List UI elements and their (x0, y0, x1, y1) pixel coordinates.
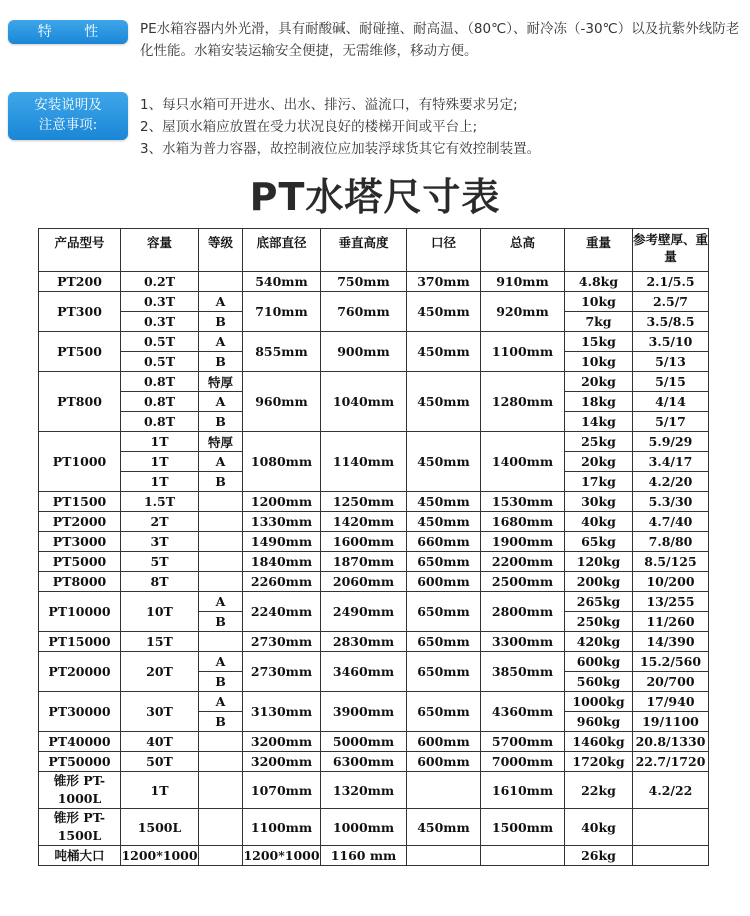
diameter-cell: 3130mm (243, 692, 321, 732)
diameter-cell: 1330mm (243, 512, 321, 532)
model-cell: PT15000 (39, 632, 121, 652)
weight-cell: 250kg (565, 612, 633, 632)
model-cell: PT1500 (39, 492, 121, 512)
grade-cell: A (199, 592, 243, 612)
capacity-cell: 8T (121, 572, 199, 592)
grade-cell (199, 772, 243, 809)
diameter-cell: 1840mm (243, 552, 321, 572)
weight-cell: 200kg (565, 572, 633, 592)
total-cell: 1100mm (481, 332, 565, 372)
table-row (39, 692, 709, 712)
header-cell: 等级 (199, 229, 243, 272)
diameter-cell: 1100mm (243, 809, 321, 846)
model-cell: PT50000 (39, 752, 121, 772)
table-row (39, 512, 709, 532)
capacity-cell: 0.3T (121, 292, 199, 312)
grade-cell (199, 492, 243, 512)
total-cell: 7000mm (481, 752, 565, 772)
model-cell: 锥形 PT-1500L (39, 809, 121, 846)
weight-cell: 560kg (565, 672, 633, 692)
capacity-cell: 3T (121, 532, 199, 552)
model-cell: PT10000 (39, 592, 121, 632)
total-cell (481, 846, 565, 866)
wall-cell: 22.7/1720 (633, 752, 709, 772)
height-cell: 2060mm (321, 572, 407, 592)
capacity-cell: 1T (121, 432, 199, 452)
features-badge: 特 性 (8, 20, 128, 44)
wall-cell: 8.5/125 (633, 552, 709, 572)
wall-cell: 20.8/1330 (633, 732, 709, 752)
weight-cell: 10kg (565, 292, 633, 312)
weight-cell: 1720kg (565, 752, 633, 772)
grade-cell: B (199, 352, 243, 372)
wall-cell: 4.2/20 (633, 472, 709, 492)
grade-cell (199, 732, 243, 752)
table-row (39, 372, 709, 392)
bore-cell: 600mm (407, 732, 481, 752)
model-cell: PT5000 (39, 552, 121, 572)
grade-cell (199, 572, 243, 592)
grade-cell (199, 512, 243, 532)
bore-cell: 370mm (407, 272, 481, 292)
wall-cell: 11/260 (633, 612, 709, 632)
total-cell: 2500mm (481, 572, 565, 592)
model-cell: PT200 (39, 272, 121, 292)
total-cell: 2800mm (481, 592, 565, 632)
wall-cell: 10/200 (633, 572, 709, 592)
diameter-cell: 960mm (243, 372, 321, 432)
header-cell: 容量 (121, 229, 199, 272)
wall-cell: 4/14 (633, 392, 709, 412)
diameter-cell: 3200mm (243, 732, 321, 752)
height-cell: 1040mm (321, 372, 407, 432)
weight-cell: 1000kg (565, 692, 633, 712)
height-cell: 6300mm (321, 752, 407, 772)
bore-cell: 600mm (407, 572, 481, 592)
weight-cell: 1460kg (565, 732, 633, 752)
total-cell: 1500mm (481, 809, 565, 846)
header-cell: 口径 (407, 229, 481, 272)
wall-cell: 20/700 (633, 672, 709, 692)
grade-cell (199, 272, 243, 292)
diameter-cell: 1490mm (243, 532, 321, 552)
weight-cell: 65kg (565, 532, 633, 552)
table-row (39, 632, 709, 652)
height-cell: 750mm (321, 272, 407, 292)
table-row (39, 432, 709, 452)
bore-cell (407, 846, 481, 866)
table-row (39, 292, 709, 312)
total-cell: 910mm (481, 272, 565, 292)
weight-cell: 30kg (565, 492, 633, 512)
wall-cell: 5.3/30 (633, 492, 709, 512)
header-cell: 产品型号 (39, 229, 121, 272)
wall-cell: 4.7/40 (633, 512, 709, 532)
bore-cell: 650mm (407, 592, 481, 632)
weight-cell: 26kg (565, 846, 633, 866)
height-cell: 3900mm (321, 692, 407, 732)
weight-cell: 120kg (565, 552, 633, 572)
diameter-cell: 2730mm (243, 632, 321, 652)
diameter-cell: 1200mm (243, 492, 321, 512)
header-cell: 参考壁厚、重量 (633, 229, 709, 272)
wall-cell: 3.5/10 (633, 332, 709, 352)
model-cell: 锥形 PT-1000L (39, 772, 121, 809)
header-cell: 总高 (481, 229, 565, 272)
weight-cell: 600kg (565, 652, 633, 672)
wall-cell (633, 809, 709, 846)
weight-cell: 20kg (565, 452, 633, 472)
wall-cell: 17/940 (633, 692, 709, 712)
model-cell: 吨桶大口 (39, 846, 121, 866)
bore-cell (407, 772, 481, 809)
model-cell: PT500 (39, 332, 121, 372)
diameter-cell: 710mm (243, 292, 321, 332)
weight-cell: 265kg (565, 592, 633, 612)
capacity-cell: 5T (121, 552, 199, 572)
table-title: PT水塔尺寸表 (249, 175, 501, 219)
features-text: PE水箱容器内外光滑，具有耐酸碱、耐碰撞、耐高温、（80℃）、耐冷冻（-30℃）以及抗紫外线防老化性能。水箱安装运输安全便捷，无需维修，移动方便。 (140, 21, 740, 59)
capacity-cell: 15T (121, 632, 199, 652)
model-cell: PT8000 (39, 572, 121, 592)
diameter-cell: 540mm (243, 272, 321, 292)
header-cell: 垂直高度 (321, 229, 407, 272)
grade-cell (199, 809, 243, 846)
height-cell: 1600mm (321, 532, 407, 552)
model-cell: PT40000 (39, 732, 121, 752)
capacity-cell: 20T (121, 652, 199, 692)
model-cell: PT800 (39, 372, 121, 432)
grade-cell: B (199, 412, 243, 432)
height-cell: 1000mm (321, 809, 407, 846)
height-cell: 2830mm (321, 632, 407, 652)
grade-cell: A (199, 332, 243, 352)
grade-cell: A (199, 652, 243, 672)
table-row (39, 592, 709, 612)
wall-cell (633, 846, 709, 866)
height-cell: 1320mm (321, 772, 407, 809)
capacity-cell: 1T (121, 472, 199, 492)
grade-cell (199, 632, 243, 652)
capacity-cell: 0.2T (121, 272, 199, 292)
bore-cell: 650mm (407, 692, 481, 732)
table-row (39, 732, 709, 752)
table-row (39, 772, 709, 809)
bore-cell: 450mm (407, 292, 481, 332)
grade-cell: A (199, 452, 243, 472)
total-cell: 4360mm (481, 692, 565, 732)
bore-cell: 600mm (407, 752, 481, 772)
diameter-cell: 2240mm (243, 592, 321, 632)
total-cell: 1680mm (481, 512, 565, 532)
model-cell: PT3000 (39, 532, 121, 552)
height-cell: 1420mm (321, 512, 407, 532)
wall-cell: 3.4/17 (633, 452, 709, 472)
weight-cell: 960kg (565, 712, 633, 732)
weight-cell: 7kg (565, 312, 633, 332)
grade-cell: B (199, 312, 243, 332)
total-cell: 1280mm (481, 372, 565, 432)
total-cell: 920mm (481, 292, 565, 332)
total-cell: 3850mm (481, 652, 565, 692)
total-cell: 1400mm (481, 432, 565, 492)
model-cell: PT20000 (39, 652, 121, 692)
capacity-cell: 0.8T (121, 412, 199, 432)
grade-cell: A (199, 692, 243, 712)
install-badge-line1: 安装说明及 (34, 97, 102, 113)
height-cell: 1870mm (321, 552, 407, 572)
grade-cell: B (199, 472, 243, 492)
wall-cell: 3.5/8.5 (633, 312, 709, 332)
wall-cell: 13/255 (633, 592, 709, 612)
grade-cell (199, 532, 243, 552)
wall-cell: 4.2/22 (633, 772, 709, 809)
wall-cell: 5.9/29 (633, 432, 709, 452)
diameter-cell: 855mm (243, 332, 321, 372)
capacity-cell: 1T (121, 452, 199, 472)
weight-cell: 15kg (565, 332, 633, 352)
table-row (39, 532, 709, 552)
install-badge-line2: 注意事项: (38, 117, 98, 133)
capacity-cell: 1.5T (121, 492, 199, 512)
capacity-cell: 0.5T (121, 352, 199, 372)
capacity-cell: 10T (121, 592, 199, 632)
capacity-cell: 1T (121, 772, 199, 809)
table-row (39, 272, 709, 292)
grade-cell: B (199, 672, 243, 692)
total-cell: 5700mm (481, 732, 565, 752)
grade-cell: B (199, 712, 243, 732)
grade-cell (199, 552, 243, 572)
height-cell: 760mm (321, 292, 407, 332)
table-row (39, 809, 709, 846)
total-cell: 1900mm (481, 532, 565, 552)
wall-cell: 5/13 (633, 352, 709, 372)
weight-cell: 20kg (565, 372, 633, 392)
capacity-cell: 0.8T (121, 372, 199, 392)
bore-cell: 450mm (407, 492, 481, 512)
weight-cell: 40kg (565, 512, 633, 532)
table-row (39, 492, 709, 512)
header-cell: 重量 (565, 229, 633, 272)
capacity-cell: 0.3T (121, 312, 199, 332)
install-badge (8, 92, 128, 140)
install-list (140, 94, 745, 160)
weight-cell: 40kg (565, 809, 633, 846)
wall-cell: 19/1100 (633, 712, 709, 732)
diameter-cell: 3200mm (243, 752, 321, 772)
diameter-cell: 2730mm (243, 652, 321, 692)
total-cell: 3300mm (481, 632, 565, 652)
diameter-cell: 2260mm (243, 572, 321, 592)
capacity-cell: 40T (121, 732, 199, 752)
table-header-row (39, 229, 709, 272)
wall-cell: 15.2/560 (633, 652, 709, 672)
bore-cell: 450mm (407, 512, 481, 532)
height-cell: 3460mm (321, 652, 407, 692)
height-cell: 2490mm (321, 592, 407, 632)
bore-cell: 650mm (407, 632, 481, 652)
grade-cell: A (199, 392, 243, 412)
header-cell: 底部直径 (243, 229, 321, 272)
bore-cell: 650mm (407, 652, 481, 692)
weight-cell: 22kg (565, 772, 633, 809)
capacity-cell: 30T (121, 692, 199, 732)
height-cell: 5000mm (321, 732, 407, 752)
diameter-cell: 1080mm (243, 432, 321, 492)
grade-cell: 特厚 (199, 372, 243, 392)
capacity-cell: 0.5T (121, 332, 199, 352)
bore-cell: 450mm (407, 372, 481, 432)
weight-cell: 4.8kg (565, 272, 633, 292)
table-row (39, 752, 709, 772)
install-item: 2、屋顶水箱应放置在受力状况良好的楼梯开间或平台上; (140, 119, 478, 135)
table-row (39, 332, 709, 352)
total-cell: 1610mm (481, 772, 565, 809)
weight-cell: 420kg (565, 632, 633, 652)
bore-cell: 660mm (407, 532, 481, 552)
wall-cell: 14/390 (633, 632, 709, 652)
table-row (39, 652, 709, 672)
wall-cell: 2.1/5.5 (633, 272, 709, 292)
weight-cell: 10kg (565, 352, 633, 372)
install-item: 3、水箱为普力容器，故控制液位应加装浮球货其它有效控制装置。 (140, 141, 541, 157)
capacity-cell: 0.8T (121, 392, 199, 412)
grade-cell: A (199, 292, 243, 312)
weight-cell: 18kg (565, 392, 633, 412)
model-cell: PT2000 (39, 512, 121, 532)
height-cell: 900mm (321, 332, 407, 372)
grade-cell (199, 846, 243, 866)
weight-cell: 25kg (565, 432, 633, 452)
height-cell: 1250mm (321, 492, 407, 512)
bore-cell: 450mm (407, 809, 481, 846)
table-row (39, 846, 709, 866)
capacity-cell: 1500L (121, 809, 199, 846)
total-cell: 1530mm (481, 492, 565, 512)
model-cell: PT300 (39, 292, 121, 332)
diameter-cell: 1070mm (243, 772, 321, 809)
grade-cell (199, 752, 243, 772)
wall-cell: 5/15 (633, 372, 709, 392)
wall-cell: 2.5/7 (633, 292, 709, 312)
weight-cell: 17kg (565, 472, 633, 492)
total-cell: 2200mm (481, 552, 565, 572)
wall-cell: 7.8/80 (633, 532, 709, 552)
bore-cell: 450mm (407, 432, 481, 492)
table-row (39, 572, 709, 592)
grade-cell: B (199, 612, 243, 632)
capacity-cell: 1200*1000 (121, 846, 199, 866)
model-cell: PT1000 (39, 432, 121, 492)
height-cell: 1140mm (321, 432, 407, 492)
grade-cell: 特厚 (199, 432, 243, 452)
height-cell: 1160 mm (321, 846, 407, 866)
table-row (39, 552, 709, 572)
diameter-cell: 1200*1000 (243, 846, 321, 866)
wall-cell: 5/17 (633, 412, 709, 432)
bore-cell: 450mm (407, 332, 481, 372)
capacity-cell: 2T (121, 512, 199, 532)
weight-cell: 14kg (565, 412, 633, 432)
install-item: 1、每只水箱可开进水、出水、排污、溢流口，有特殊要求另定; (140, 97, 518, 113)
model-cell: PT30000 (39, 692, 121, 732)
size-table (38, 228, 709, 866)
capacity-cell: 50T (121, 752, 199, 772)
bore-cell: 650mm (407, 552, 481, 572)
